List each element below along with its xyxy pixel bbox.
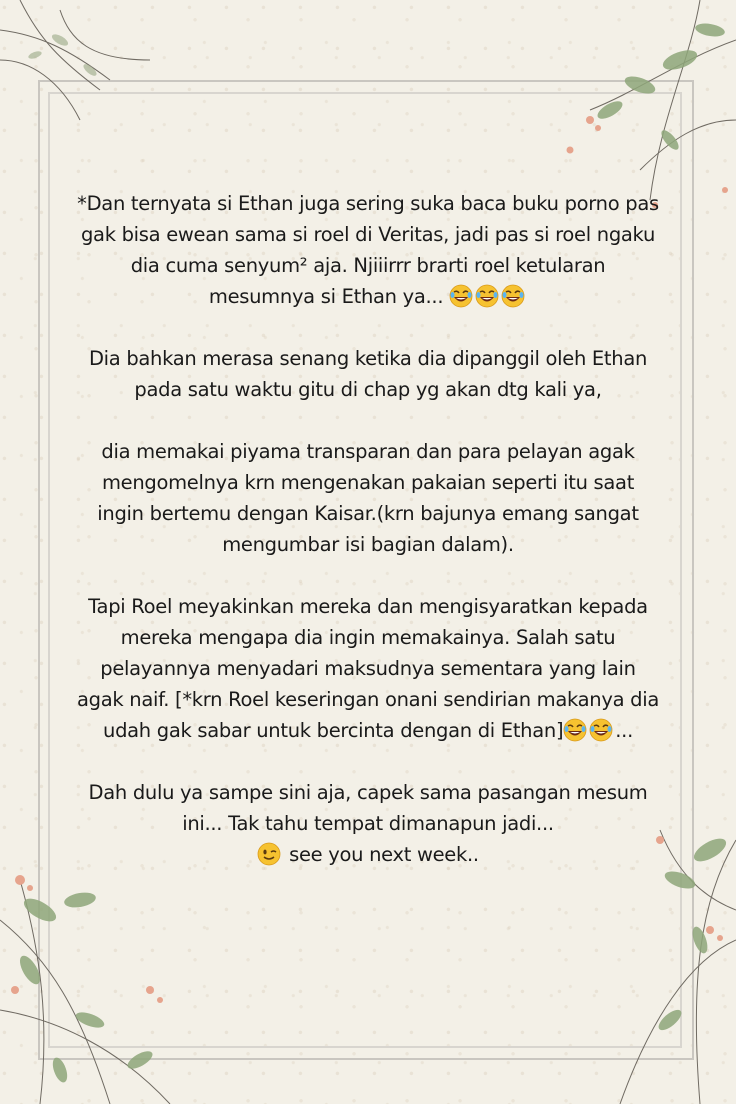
paragraph-1-text: *Dan ternyata si Ethan juga sering suka baca buku porno pas gak bisa ewean sama si roel di Veritas, jadi pas si roel ngaku dia cuma senyum² aja. Njiiirrr brarti roel ketularan mesumnya si Ethan ya...	[77, 192, 659, 308]
paragraph-3	[76, 436, 660, 560]
floral-corner-icon	[0, 0, 190, 150]
floral-corner-icon	[0, 860, 200, 1104]
rofl-icon	[449, 285, 527, 308]
story-text	[76, 188, 660, 870]
paragraph-3-text: dia memakai piyama transparan dan para pelayan agak mengomelnya krn mengenakan pakaian seperti itu saat ingin bertemu dengan Kaisar.(krn bajunya emang sangat mengumbar isi bagian dalam).	[97, 440, 639, 556]
paragraph-1	[76, 188, 660, 312]
paragraph-4-text: Tapi Roel meyakinkan mereka dan mengisyaratkan kepada mereka mengapa dia ingin memakainya. Salah satu pelayannya menyadari maksudnya sementara yang lain agak naif. [*krn Roel keseringan onani sendirian makanya dia udah gak sabar untuk bercinta dengan di Ethan]	[77, 595, 659, 742]
paragraph-2	[76, 343, 660, 405]
closing-text: see you next week..	[283, 843, 479, 866]
wink-icon	[257, 843, 283, 866]
paragraph-2-text: Dia bahkan merasa senang ketika dia dipanggil oleh Ethan pada satu waktu gitu di chap yg akan dtg kali ya,	[88, 347, 648, 401]
paragraph-4	[76, 591, 660, 746]
paragraph-4-suffix: ...	[615, 719, 633, 742]
paragraph-5-text: Dah dulu ya sampe sini aja, capek sama pasangan mesum ini... Tak tahu tempat dimanapun jadi...	[88, 781, 648, 835]
rofl-icon	[563, 719, 615, 742]
paragraph-5	[76, 777, 660, 870]
